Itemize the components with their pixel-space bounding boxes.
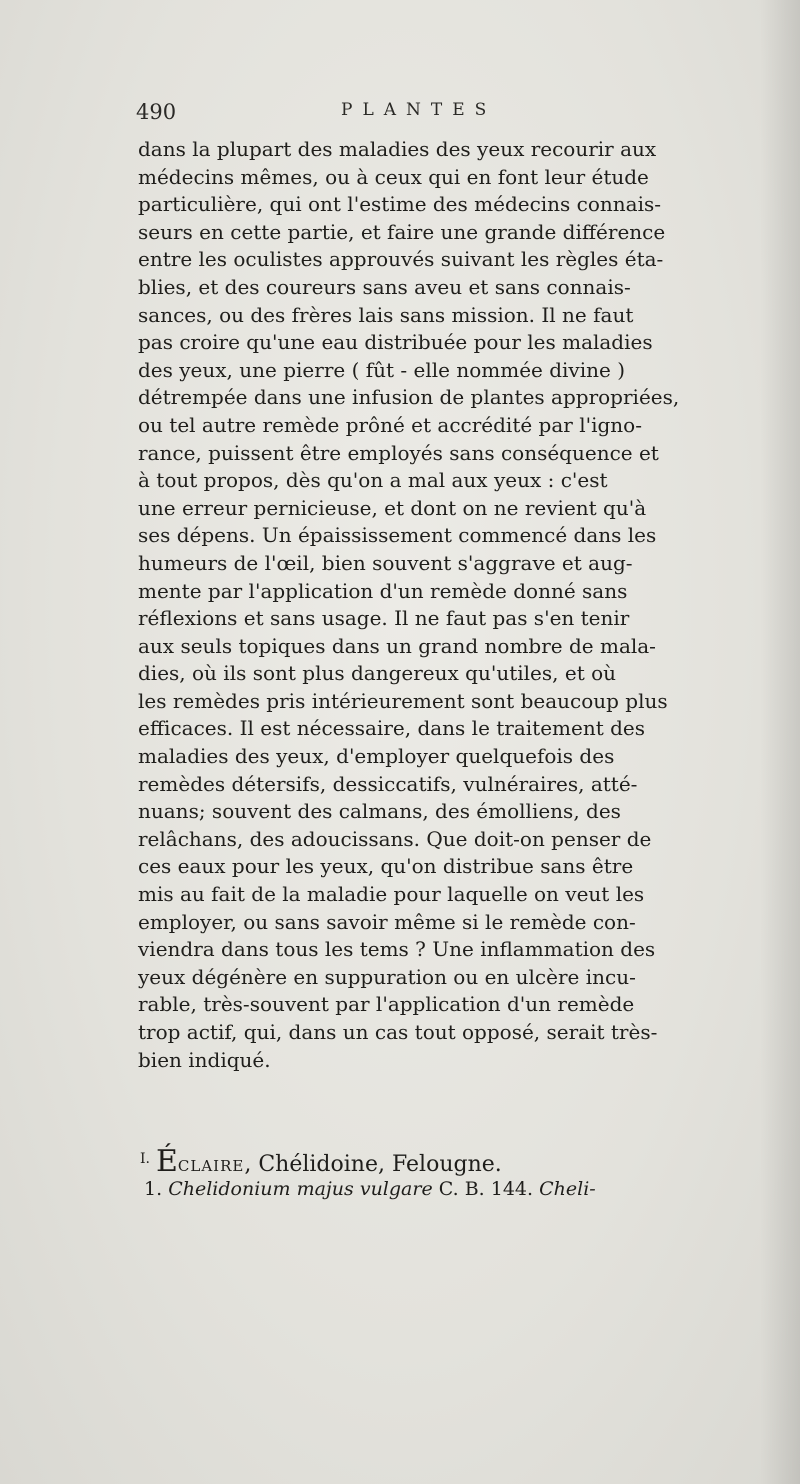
- text-line: rance, puissent être employés sans conséquence et: [138, 440, 659, 465]
- text-line: à tout propos, dès qu'on a mal aux yeux : c'est: [138, 468, 608, 493]
- text-line: réflexions et sans usage. Il ne faut pas s'en tenir: [138, 606, 630, 631]
- text-line: dies, où ils sont plus dangereux qu'utiles, et où: [138, 661, 617, 686]
- text-line: pas croire qu'une eau distribuée pour les maladies: [138, 330, 653, 355]
- entry-rest: , Chélidoine, Felougne.: [244, 1152, 502, 1177]
- text-line: ses dépens. Un épaississement commencé dans les: [138, 523, 657, 548]
- text-line: dans la plupart des maladies des yeux recourir aux: [138, 137, 657, 161]
- latin-name: Chelidonium majus vulgare: [168, 1178, 433, 1200]
- text-line: rable, très-souvent par l'application d'un remède: [138, 992, 635, 1017]
- text-line: mente par l'application d'un remède donné sans: [138, 578, 628, 603]
- text-line: détrempée dans une infusion de plantes appropriées,: [138, 385, 680, 410]
- text-line: mis au fait de la maladie pour laquelle on veut les: [138, 882, 645, 907]
- text-line: viendra dans tous les tems ? Une inflammation des: [138, 937, 656, 962]
- page-edge-shadow: [760, 0, 800, 1484]
- text-line: maladies des yeux, d'employer quelquefois des: [138, 744, 615, 769]
- text-line: bien indiqué.: [138, 1047, 271, 1072]
- text-line: relâchans, des adoucissans. Que doit-on penser de: [138, 826, 652, 851]
- text-line: humeurs de l'œil, bien souvent s'aggrave et aug-: [138, 550, 633, 575]
- text-line: ou tel autre remède prôné et accrédité par l'igno-: [138, 412, 642, 437]
- footnotes: [140, 1144, 740, 1200]
- text-line: des yeux, une pierre ( fût - elle nommée divine ): [138, 357, 626, 382]
- text-line: seurs en cette partie, et faire une grande différence: [138, 219, 666, 244]
- reference-marker: 1.: [144, 1178, 163, 1200]
- entry-dropcap: É: [155, 1144, 178, 1179]
- text-line: employer, ou sans savoir même si le remède con-: [138, 909, 636, 934]
- text-line: remèdes détersifs, dessiccatifs, vulnéraires, atté-: [138, 771, 638, 796]
- page-number: 490: [136, 100, 177, 124]
- text-line: médecins mêmes, ou à ceux qui en font leur étude: [138, 164, 649, 189]
- botanical-reference: [144, 1178, 740, 1200]
- page-header: [136, 100, 656, 130]
- text-line: yeux dégénère en suppuration ou en ulcère incu-: [138, 964, 636, 989]
- text-line: nuans; souvent des calmans, des émolliens, des: [138, 799, 621, 824]
- text-line: blies, et des coureurs sans aveu et sans connais-: [138, 274, 631, 299]
- text-line: les remèdes pris intérieurement sont beaucoup plus: [138, 688, 668, 713]
- citation: C. B. 144.: [438, 1178, 534, 1200]
- text-line: efficaces. Il est nécessaire, dans le traitement des: [138, 716, 646, 741]
- entry-smallcaps: CLAIRE: [177, 1157, 245, 1175]
- running-head: PLANTES: [341, 100, 497, 120]
- continuation-word: Cheli-: [539, 1178, 596, 1200]
- text-line: entre les oculistes approuvés suivant les règles éta-: [138, 247, 664, 272]
- text-line: particulière, qui ont l'estime des médecins connais-: [138, 192, 662, 217]
- text-line: ces eaux pour les yeux, qu'on distribue sans être: [138, 854, 634, 879]
- text-line: aux seuls topiques dans un grand nombre de mala-: [138, 633, 656, 658]
- text-line: une erreur pernicieuse, et dont on ne revient qu'à: [138, 495, 647, 520]
- text-line: sances, ou des frères lais sans mission. Il ne faut: [138, 302, 634, 327]
- text-line: trop actif, qui, dans un cas tout opposé, serait très-: [138, 1020, 658, 1044]
- plant-entry-heading: [140, 1144, 740, 1178]
- entry-marker: I.: [140, 1151, 150, 1167]
- body-text: [138, 136, 758, 1074]
